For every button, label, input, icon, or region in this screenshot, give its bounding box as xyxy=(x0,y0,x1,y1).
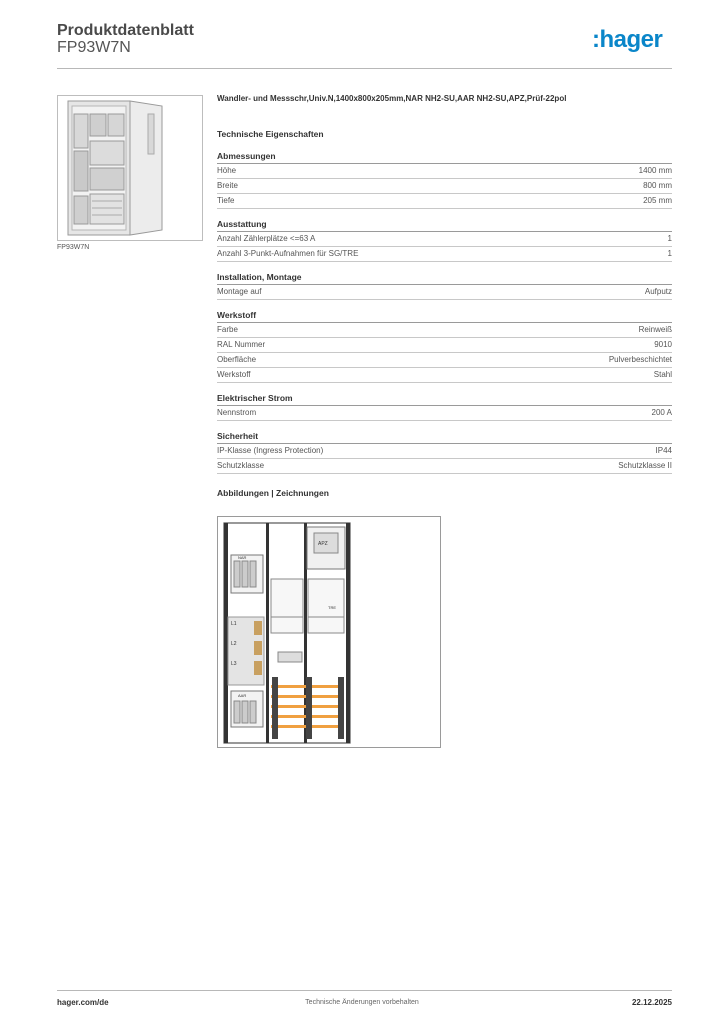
spec-group xyxy=(217,393,672,421)
spec-group xyxy=(217,151,672,209)
nar-label: NAR xyxy=(238,555,247,560)
spec-label: Höhe xyxy=(217,166,237,175)
spec-value: 1 xyxy=(667,249,672,258)
technical-drawing xyxy=(217,516,441,748)
header-divider xyxy=(57,68,672,69)
spec-value: 200 A xyxy=(651,408,672,417)
spec-row xyxy=(217,232,672,247)
spec-group xyxy=(217,219,672,262)
figures-title: Abbildungen | Zeichnungen xyxy=(217,488,329,498)
footer-divider xyxy=(57,990,672,991)
spec-value: 1400 mm xyxy=(638,166,672,175)
spec-label: Werkstoff xyxy=(217,370,251,379)
spec-row xyxy=(217,285,672,300)
spec-group-title: Elektrischer Strom xyxy=(217,393,672,406)
spec-row xyxy=(217,459,672,474)
tre-label: TRE xyxy=(328,605,336,610)
spec-label: Tiefe xyxy=(217,196,235,205)
footer-website: hager.com/de xyxy=(57,998,109,1007)
spec-row xyxy=(217,194,672,209)
product-code: FP93W7N xyxy=(57,39,131,56)
spec-row xyxy=(217,406,672,421)
spec-row xyxy=(217,323,672,338)
spec-group xyxy=(217,431,672,474)
product-description: Wandler- und Messschr,Univ.N,1400x800x205mm,NAR NH2-SU,AAR NH2-SU,APZ,Prüf-22pol xyxy=(217,94,567,103)
tech-properties-title: Technische Eigenschaften xyxy=(217,129,324,139)
spec-group-title: Ausstattung xyxy=(217,219,672,232)
cabinet-drawing-icon xyxy=(218,517,440,747)
spec-label: Schutzklasse xyxy=(217,461,265,470)
hager-logo: :hager xyxy=(592,26,663,53)
spec-row xyxy=(217,353,672,368)
spec-group-title: Sicherheit xyxy=(217,431,672,444)
spec-row xyxy=(217,247,672,262)
spec-label: Farbe xyxy=(217,325,238,334)
spec-value: Stahl xyxy=(653,370,672,379)
spec-group-title: Abmessungen xyxy=(217,151,672,164)
spec-value: Pulverbeschichtet xyxy=(608,355,672,364)
spec-value: IP44 xyxy=(655,446,672,455)
spec-content xyxy=(217,94,672,498)
footer-date: 22.12.2025 xyxy=(631,998,672,1007)
l2-label: L2 xyxy=(231,641,237,647)
product-photo-caption: FP93W7N xyxy=(57,244,90,251)
spec-value: Reinweiß xyxy=(638,325,672,334)
apz-label: APZ xyxy=(318,541,328,547)
spec-row xyxy=(217,368,672,383)
spec-label: Montage auf xyxy=(217,287,262,296)
cabinet-photo-icon xyxy=(58,96,202,240)
spec-group xyxy=(217,272,672,300)
spec-value: Aufputz xyxy=(644,287,672,296)
spec-row xyxy=(217,444,672,459)
spec-groups xyxy=(217,151,672,474)
spec-label: RAL Nummer xyxy=(217,340,266,349)
spec-value: 9010 xyxy=(654,340,672,349)
spec-row xyxy=(217,164,672,179)
aar-label: AAR xyxy=(238,693,247,698)
page-title: Produktdatenblatt xyxy=(57,22,194,39)
l3-label: L3 xyxy=(231,661,237,667)
footer-notice: Technische Änderungen vorbehalten xyxy=(305,999,419,1006)
product-photo xyxy=(57,95,203,241)
spec-group-title: Werkstoff xyxy=(217,310,672,323)
spec-value: 800 mm xyxy=(643,181,672,190)
spec-label: Breite xyxy=(217,181,238,190)
spec-label: Oberfläche xyxy=(217,355,257,364)
spec-label: Nennstrom xyxy=(217,408,257,417)
spec-label: Anzahl 3-Punkt-Aufnahmen für SG/TRE xyxy=(217,249,359,258)
spec-label: Anzahl Zählerplätze <=63 A xyxy=(217,234,316,243)
spec-group xyxy=(217,310,672,383)
spec-value: 1 xyxy=(667,234,672,243)
l1-label: L1 xyxy=(231,621,237,627)
spec-row xyxy=(217,179,672,194)
spec-label: IP-Klasse (Ingress Protection) xyxy=(217,446,324,455)
spec-value: 205 mm xyxy=(643,196,672,205)
spec-value: Schutzklasse II xyxy=(618,461,672,470)
spec-row xyxy=(217,338,672,353)
spec-group-title: Installation, Montage xyxy=(217,272,672,285)
